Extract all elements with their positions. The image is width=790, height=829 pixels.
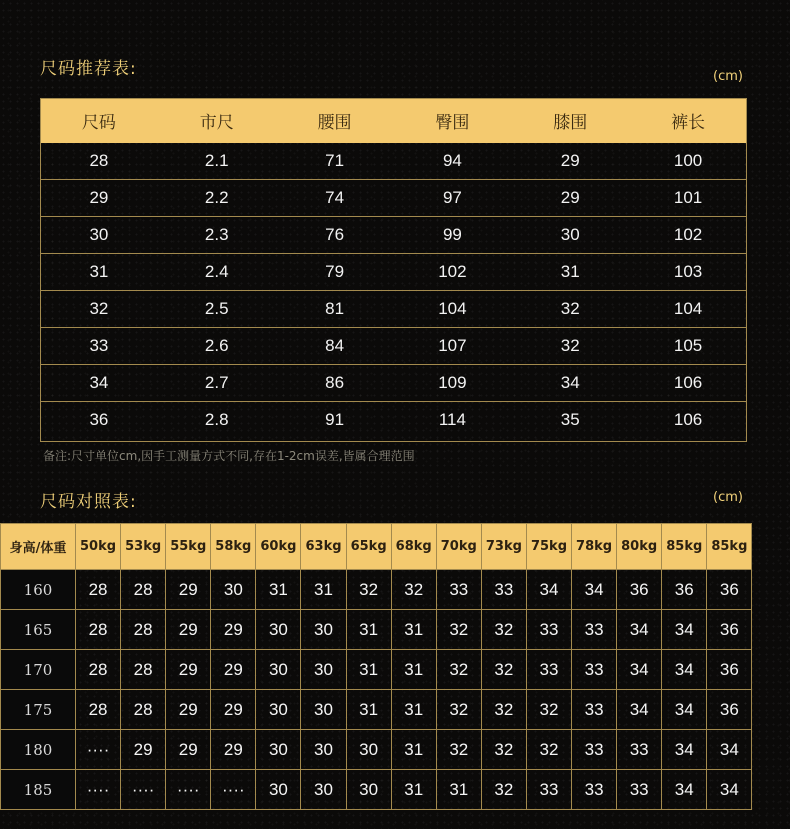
table-cell: 104 [393,291,511,328]
table-cell: 2.8 [158,402,276,439]
table-cell: 34 [572,570,617,610]
header-knee: 膝围 [511,98,629,143]
table-cell: 74 [276,180,394,217]
table-cell: 36 [617,570,662,610]
row-height-label: 175 [1,690,76,730]
table-cell: 34 [526,570,571,610]
header-weight: 80kg [617,524,662,570]
header-weight: 63kg [301,524,346,570]
header-height-weight: 身高/体重 [1,524,76,570]
table-row [40,143,747,180]
table-cell: 33 [617,770,662,810]
table-cell: 28 [76,690,121,730]
table-cell: 86 [276,365,394,402]
size-compare-table [0,523,752,810]
recommend-table-unit: (cm) [713,69,743,84]
table-cell: 34 [40,365,158,402]
table-cell: 102 [393,254,511,291]
table-cell: 28 [76,570,121,610]
table-cell: 29 [211,730,256,770]
table-row [40,217,747,254]
table-cell: ···· [76,770,121,810]
table-cell: 31 [346,650,391,690]
header-weight: 55kg [166,524,211,570]
table-cell: 31 [301,570,346,610]
table-cell: 2.3 [158,217,276,254]
table-cell: 28 [76,610,121,650]
table-row [1,650,752,690]
table-cell: ···· [166,770,211,810]
header-weight: 58kg [211,524,256,570]
header-hip: 臀围 [393,98,511,143]
table-cell: 32 [481,690,526,730]
table-cell: 33 [572,770,617,810]
table-cell: 32 [346,570,391,610]
table-cell: 84 [276,328,394,365]
table-cell: 30 [256,690,301,730]
table-cell: 30 [256,650,301,690]
table-cell: 33 [572,650,617,690]
table-cell: 28 [89,151,109,170]
table-cell: 30 [40,217,158,254]
header-weight: 85kg [662,524,707,570]
table-cell: 31 [391,610,436,650]
table-cell: 91 [276,402,394,439]
table-cell: 34 [707,730,752,770]
table-cell: 33 [526,770,571,810]
table-cell: 36 [707,650,752,690]
table-cell: 31 [391,690,436,730]
table-cell: 32 [481,730,526,770]
measurement-note: 备注:尺寸单位cm,因手工测量方式不同,存在1-2cm误差,皆属合理范围 [43,449,415,463]
table-cell: 36 [707,690,752,730]
table-cell: 28 [121,690,166,730]
row-height-label: 185 [1,770,76,810]
table-cell: 30 [301,770,346,810]
table-row [40,328,747,365]
table-row [40,402,747,439]
table-cell: 36 [707,570,752,610]
table-row [40,180,747,217]
table-row [40,291,747,328]
table-cell: 30 [511,217,629,254]
table-cell: ···· [76,730,121,770]
table-cell: 2.2 [158,180,276,217]
table-cell: 30 [211,570,256,610]
table-cell: 33 [436,570,481,610]
table-cell: 30 [256,730,301,770]
row-height-label: 165 [1,610,76,650]
table-cell: 103 [629,254,747,291]
table-cell: 106 [629,402,747,439]
table-cell: 34 [617,610,662,650]
table-cell: 29 [560,151,580,170]
table-cell: 71 [325,151,345,170]
table-cell: 31 [391,730,436,770]
table-cell: 33 [526,610,571,650]
header-waist: 腰围 [276,98,394,143]
table-cell: 34 [662,770,707,810]
table-cell: 32 [436,730,481,770]
table-cell: 30 [301,610,346,650]
table-cell: 34 [662,730,707,770]
table-cell: 102 [629,217,747,254]
table-cell: ···· [121,770,166,810]
table-cell: 29 [166,570,211,610]
table-cell: 31 [40,254,158,291]
table-cell: 32 [481,610,526,650]
table-cell: 29 [211,650,256,690]
table-cell: 34 [707,770,752,810]
table-cell: 29 [166,730,211,770]
recommend-table-title: 尺码推荐表: [40,59,137,79]
table-cell: 32 [526,690,571,730]
table-cell: 114 [393,402,511,439]
table-cell: 107 [393,328,511,365]
table-cell: 109 [393,365,511,402]
table-row [40,254,747,291]
table-cell: 81 [276,291,394,328]
table-cell: 32 [436,650,481,690]
table-cell: 104 [629,291,747,328]
table-header-row [40,98,747,143]
table-cell: 105 [629,328,747,365]
header-weight: 75kg [526,524,571,570]
table-cell: 29 [40,180,158,217]
table-cell: 31 [346,610,391,650]
table-cell: 32 [511,291,629,328]
header-weight: 50kg [76,524,121,570]
table-cell: 32 [481,650,526,690]
compare-table-title: 尺码对照表: [40,492,137,512]
table-row [1,610,752,650]
table-cell: 2.5 [158,291,276,328]
table-cell: 34 [617,690,662,730]
table-cell: 34 [662,610,707,650]
table-cell: 32 [481,770,526,810]
table-cell: 29 [211,610,256,650]
table-cell: 30 [301,730,346,770]
table-cell: 34 [511,365,629,402]
header-shichi: 市尺 [158,98,276,143]
table-cell: 32 [511,328,629,365]
table-cell: 29 [166,650,211,690]
size-recommend-table [40,98,747,438]
table-cell: 2.7 [158,365,276,402]
row-height-label: 170 [1,650,76,690]
table-cell: 94 [442,151,462,170]
table-cell: 99 [393,217,511,254]
table-cell: 33 [572,690,617,730]
table-cell: 100 [673,151,703,170]
table-cell: ···· [211,770,256,810]
table-cell: 32 [391,570,436,610]
table-cell: 32 [526,730,571,770]
header-weight: 65kg [346,524,391,570]
table-cell: 29 [166,610,211,650]
header-weight: 70kg [436,524,481,570]
table-cell: 33 [526,650,571,690]
table-cell: 33 [617,730,662,770]
table-cell: 32 [436,610,481,650]
table-row [1,730,752,770]
table-cell: 34 [662,690,707,730]
table-cell: 28 [121,610,166,650]
table-cell: 36 [40,402,158,439]
table-cell: 31 [511,254,629,291]
table-cell: 29 [511,180,629,217]
table-row [40,365,747,402]
table-cell: 36 [662,570,707,610]
table-cell: 33 [481,570,526,610]
table-cell: 2.6 [158,328,276,365]
header-weight: 68kg [391,524,436,570]
table-cell: 29 [166,690,211,730]
table-cell: 30 [301,690,346,730]
header-weight: 85kg [707,524,752,570]
table-cell: 31 [346,690,391,730]
table-cell: 34 [662,650,707,690]
table-cell: 29 [211,690,256,730]
table-cell: 2.4 [158,254,276,291]
header-weight: 60kg [256,524,301,570]
table-row [1,690,752,730]
table-cell: 34 [617,650,662,690]
table-header-row [1,524,752,570]
table-cell: 36 [707,610,752,650]
table-row [1,770,752,810]
header-length: 裤长 [629,98,747,143]
table-cell: 31 [256,570,301,610]
table-row [1,570,752,610]
row-height-label: 180 [1,730,76,770]
header-weight: 78kg [572,524,617,570]
table-cell: 30 [256,610,301,650]
table-cell: 28 [76,650,121,690]
table-cell: 32 [436,690,481,730]
table-cell: 30 [301,650,346,690]
table-cell: 31 [391,770,436,810]
table-cell: 97 [393,180,511,217]
table-cell: 28 [121,650,166,690]
table-cell: 30 [346,730,391,770]
table-cell: 79 [276,254,394,291]
table-cell: 28 [121,570,166,610]
table-cell: 31 [391,650,436,690]
table-cell: 33 [40,328,158,365]
table-cell: 35 [511,402,629,439]
table-cell: 33 [572,730,617,770]
table-cell: 33 [572,610,617,650]
table-cell: 2.1 [204,151,229,170]
header-weight: 73kg [481,524,526,570]
table-cell: 76 [276,217,394,254]
table-cell: 32 [40,291,158,328]
header-weight: 53kg [121,524,166,570]
row-height-label: 160 [1,570,76,610]
table-cell: 101 [629,180,747,217]
table-cell: 30 [346,770,391,810]
table-cell: 31 [436,770,481,810]
table-cell: 30 [256,770,301,810]
table-cell: 29 [121,730,166,770]
header-size: 尺码 [40,98,158,143]
table-cell: 106 [629,365,747,402]
compare-table-unit: (cm) [713,490,743,505]
